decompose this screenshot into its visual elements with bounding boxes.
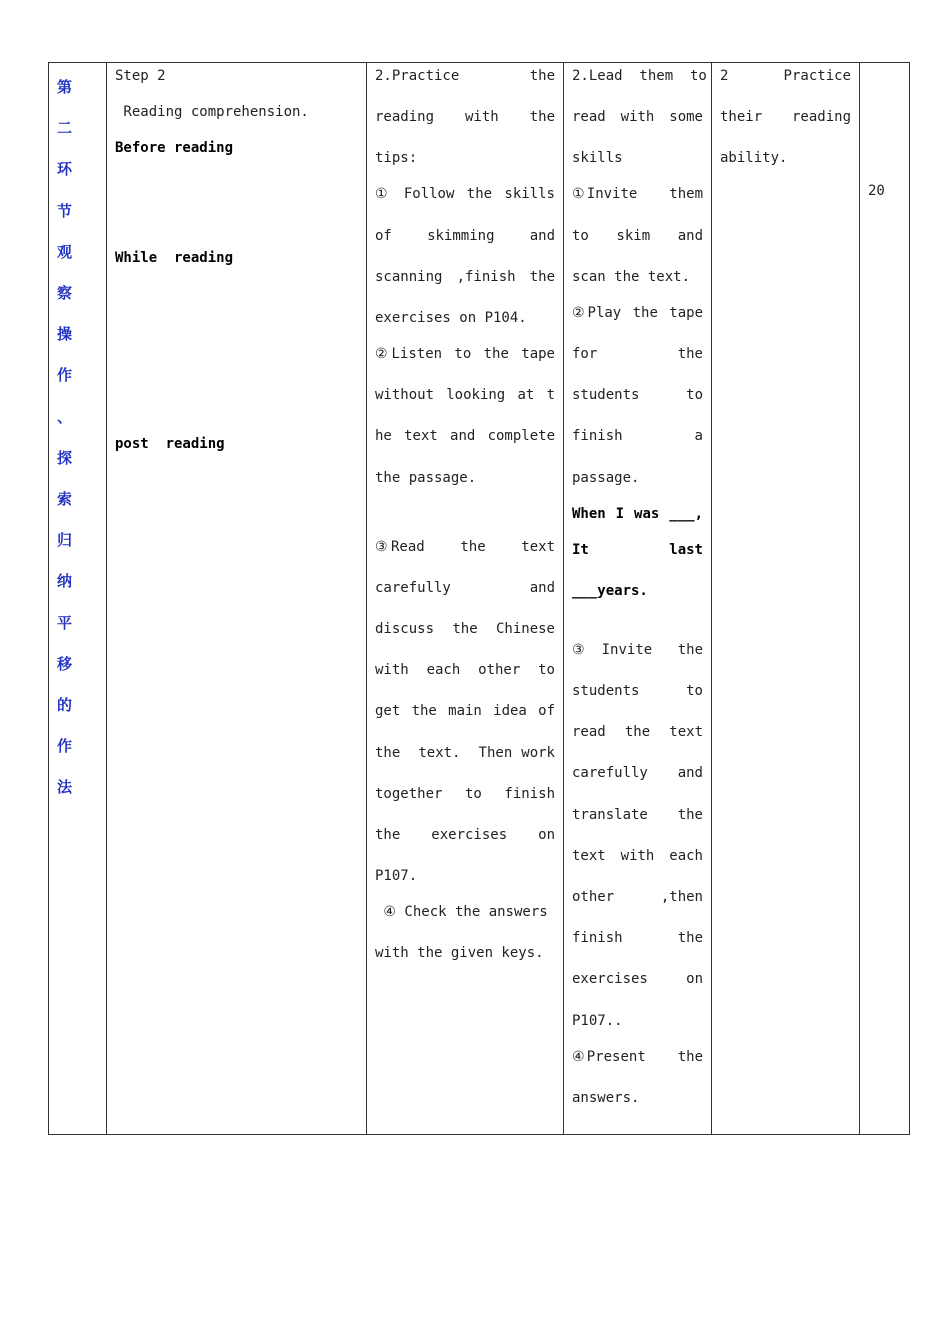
stage-label-line: 第 二 — [57, 78, 79, 138]
teacher-activity-cell — [564, 63, 712, 1135]
student-activity-line: he text and complete — [375, 428, 555, 445]
before-reading-heading: Before reading — [115, 140, 234, 156]
teacher-activity-line: finish a — [572, 428, 703, 445]
student-activity-line: ① Follow the skills — [375, 186, 555, 203]
student-activity-line: the text. Then work — [375, 744, 555, 761]
teacher-activity-line: When I was ___, — [572, 505, 703, 522]
step-cell — [107, 63, 367, 1135]
student-activity-line: discuss the Chinese — [375, 621, 555, 638]
student-activity-line: exercises on P104. — [375, 309, 527, 326]
student-activity-line: together to finish — [375, 785, 555, 802]
teacher-activity-line: translate the — [572, 806, 703, 823]
stage-cell — [49, 63, 107, 1135]
purpose-line: their reading — [720, 109, 851, 126]
teacher-activity-line: answers. — [572, 1089, 640, 1106]
student-activity-line: of skimming and — [375, 227, 555, 244]
teacher-activity-line: read the text — [572, 724, 703, 741]
teacher-activity-line: finish the — [572, 930, 703, 947]
step-subtitle: Reading comprehension. — [115, 104, 309, 120]
purpose-line: ability. — [720, 150, 788, 167]
student-activity-line: with each other to — [375, 662, 555, 679]
teacher-activity-line: for the — [572, 345, 703, 362]
teacher-activity-line: ③ Invite the — [572, 641, 703, 658]
student-activity-line: ③Read the text — [375, 538, 555, 555]
teacher-activity-line: ②Play the tape — [572, 304, 703, 321]
purpose-line: 2 Practice — [720, 68, 851, 84]
student-activity-line: ②Listen to the tape — [375, 345, 555, 362]
teacher-activity-line: skills — [572, 150, 623, 167]
teacher-activity-line: students to — [572, 387, 703, 404]
stage-label — [49, 63, 106, 809]
teacher-activity-line: ___years. — [572, 582, 648, 599]
student-activity-line: without looking at t — [375, 387, 555, 404]
lesson-plan-table — [48, 62, 910, 1135]
teacher-activity-line: exercises on — [572, 971, 703, 988]
table-row — [49, 63, 910, 1135]
while-reading-heading: While reading — [115, 250, 234, 266]
purpose-cell — [712, 63, 860, 1135]
stage-label-line: 平 移 — [57, 613, 79, 673]
teacher-activity-line: scan the text. — [572, 268, 691, 285]
teacher-activity-line: carefully and — [572, 765, 703, 782]
student-activity-line: 2.Practice the — [375, 68, 555, 84]
student-activity-line: P107. — [375, 868, 418, 885]
step-title: Step 2 — [115, 68, 166, 84]
stage-label-line: 探 索 — [57, 448, 79, 509]
stage-label-line: 操 — [57, 325, 79, 344]
time-minutes: 20 — [868, 183, 885, 199]
teacher-activity-line: ④Present the — [572, 1048, 703, 1065]
teacher-activity-line: read with some — [572, 109, 703, 126]
student-activity-line: carefully and — [375, 579, 555, 596]
student-activity-line: with the given keys. — [375, 945, 544, 962]
stage-label-line: 归 纳 — [57, 531, 79, 591]
stage-label-line: 作 、 — [57, 366, 79, 426]
stage-label-line: 环 节 — [57, 160, 79, 220]
teacher-activity-line: passage. — [572, 469, 640, 486]
student-activity-line: the exercises on — [375, 827, 555, 843]
student-activity-line: get the main idea of — [375, 703, 555, 720]
teacher-activity-line: other ,then — [572, 889, 703, 905]
teacher-activity-line: 2.Lead them to — [572, 68, 707, 84]
teacher-activity-line: P107.. — [572, 1012, 623, 1029]
stage-label-line: 的 作 — [57, 696, 79, 756]
post-reading-heading: post reading — [115, 436, 225, 452]
teacher-activity-line: to skim and — [572, 227, 703, 244]
teacher-activity-line: text with each — [572, 847, 703, 864]
teacher-activity-line: It last — [572, 541, 703, 558]
student-activity-line: reading with the — [375, 109, 555, 126]
student-activity-cell — [367, 63, 564, 1135]
student-activity-line: ④ Check the answers — [375, 904, 548, 921]
student-activity-line: scanning ,finish the — [375, 268, 555, 285]
student-activity-line: the passage. — [375, 469, 477, 486]
time-cell — [860, 63, 910, 1135]
stage-label-line: 法 — [57, 778, 79, 797]
student-activity-line: tips: — [375, 150, 418, 167]
teacher-activity-line: ①Invite them — [572, 186, 703, 203]
teacher-activity-line: students to — [572, 683, 703, 700]
stage-label-line: 观 察 — [57, 242, 79, 303]
